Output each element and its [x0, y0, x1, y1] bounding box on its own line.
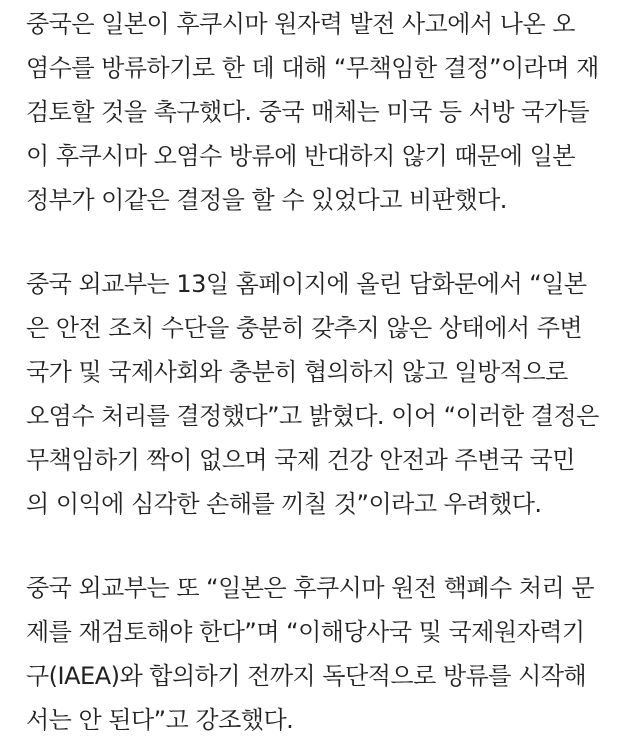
- text-line: 중국 외교부는 또 “일본은 후쿠시마 원전 핵폐수 처리 문: [26, 574, 595, 602]
- text-line: 무책임하기 짝이 없으며 국제 건강 안전과 주변국 국민: [26, 446, 575, 474]
- text-line: 국가 및 국제사회와 충분히 협의하지 않고 일방적으로: [26, 358, 568, 386]
- text-line: 서는 안 된다”고 강조했다.: [26, 706, 294, 734]
- text-line: 중국은 일본이 후쿠시마 원자력 발전 사고에서 나온 오: [26, 10, 575, 38]
- text-line: 정부가 이같은 결정을 할 수 있었다고 비판했다.: [26, 186, 507, 214]
- text-line: 오염수 처리를 결정했다”고 밝혔다. 이어 “이러한 결정은: [26, 402, 599, 430]
- text-line: 검토할 것을 촉구했다. 중국 매체는 미국 등 서방 국가들: [26, 98, 590, 126]
- text-line: 제를 재검토해야 한다”며 “이해당사국 및 국제원자력기: [26, 618, 585, 646]
- text-line: 염수를 방류하기로 한 데 대해 “무책임한 결정”이라며 재: [26, 54, 599, 82]
- text-line: 중국 외교부는 13일 홈페이지에 올린 담화문에서 “일본: [26, 270, 587, 298]
- text-line: 은 안전 조치 수단을 충분히 갖추지 않은 상태에서 주변: [26, 314, 583, 342]
- paragraph-1: [26, 2, 626, 222]
- text-line: 구(IAEA)와 합의하기 전까지 독단적으로 방류를 시작해: [26, 662, 587, 690]
- text-line: 의 이익에 심각한 손해를 끼칠 것”이라고 우려했다.: [26, 490, 542, 518]
- text-line: 이 후쿠시마 오염수 방류에 반대하지 않기 때문에 일본: [26, 142, 575, 170]
- paragraph-2: [26, 262, 626, 526]
- article-body: [26, 2, 626, 742]
- paragraph-3: [26, 566, 626, 742]
